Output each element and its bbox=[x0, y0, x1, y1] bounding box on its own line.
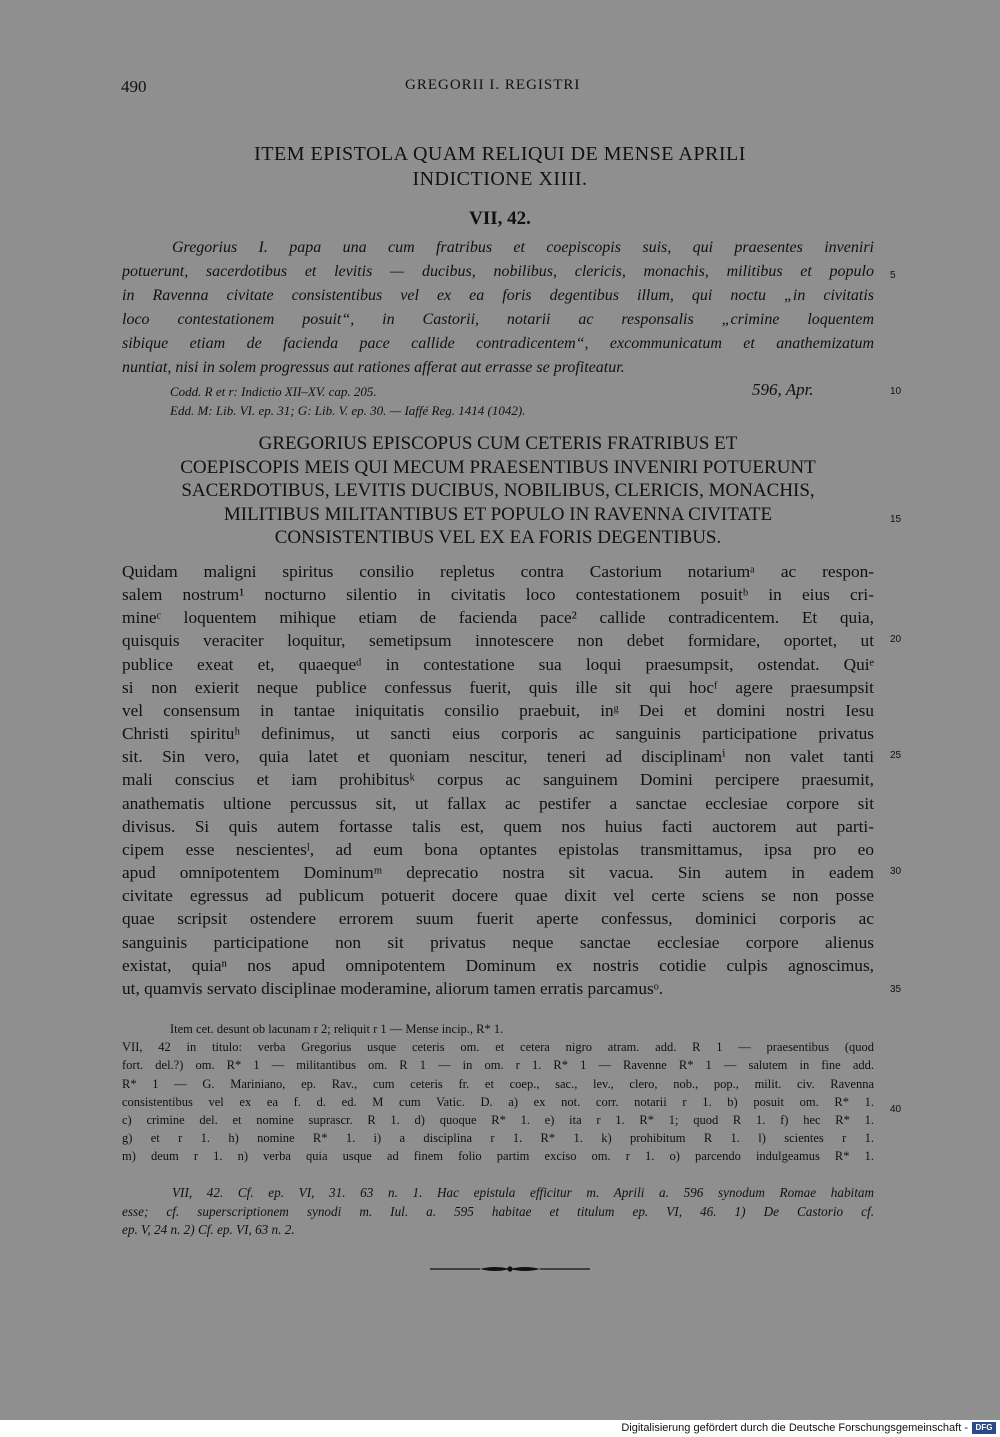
codices-editions bbox=[122, 382, 874, 420]
section-title-line: INDICTIONE XIIII. bbox=[412, 168, 588, 190]
line-number: 10 bbox=[890, 386, 902, 397]
letter-reference: VII, 42. bbox=[469, 208, 531, 229]
body-line: Christi spirituʰ definimus, ut sancti eius corporis ac sanguinis participatione privatus bbox=[122, 724, 874, 744]
summary-line: Gregorius I. papa una cum fratribus et coepiscopis suis, qui praesentes inveniri bbox=[172, 239, 874, 256]
summary-line: in Ravenna civitate consistentibus vel ex ea foris degentibus illum, qui noctu „in civitatis bbox=[122, 287, 874, 304]
digitization-footer bbox=[0, 1420, 1000, 1437]
codices-line: Codd. R et r: Indictio XII–XV. cap. 205. bbox=[170, 384, 377, 399]
body-line: ut, quamvis servato disciplinae moderamine, aliorum tamen erratis parcamusᵒ. bbox=[122, 978, 664, 998]
page-number: 490 bbox=[121, 77, 147, 96]
body-line: civitate egressus ad publicum potuerit docere quae dixit vel certe sciens se non posse bbox=[122, 886, 874, 906]
body-line: publice exeat et, quaequeᵈ in contestatione sua loqui praesumpsit, ostendat. Quiᵉ bbox=[122, 654, 874, 674]
body-line: vel consensum in tantae iniquitatis consilio praebuit, inᵍ Dei et domini nostri Iesu bbox=[122, 700, 874, 720]
line-number: 35 bbox=[890, 984, 902, 995]
body-line: salem nostrum¹ nocturno silentio in civitatis loco contestationem posuitᵇ in eius cri- bbox=[122, 585, 874, 605]
body-line: si non exierit neque publice confessus fuerit, quis ille sit qui hocᶠ agere praesumpsit bbox=[122, 677, 874, 697]
line-number: 15 bbox=[890, 514, 902, 525]
apparatus-line: m) deum r 1. n) verba quia usque ad finem folio partim exciso om. r 1. o) parcendo indulgeamus R* 1. bbox=[122, 1149, 874, 1164]
line-number: 20 bbox=[890, 634, 902, 645]
body-line: sanguinis participatione non sit privatus neque sanctae ecclesiae corpore alienus bbox=[122, 932, 874, 952]
body-line: anathematis ultione percussus sit, ut fallax ac pestifer a sanctae ecclesiae corpore sit bbox=[122, 793, 874, 813]
summary-line: sibique etiam de facienda pace callide contradicentem“, excommunicatum et anathemizatum bbox=[122, 335, 874, 352]
ornamental-rule bbox=[430, 1264, 590, 1274]
section-title-line: ITEM EPISTOLA QUAM RELIQUI DE MENSE APRILI bbox=[254, 143, 746, 165]
line-number: 40 bbox=[890, 1104, 902, 1115]
dfg-logo: DFG bbox=[972, 1422, 996, 1434]
body-line: cipem esse nescientesˡ, ad eum bona optantes epistolas transmittamus, ipsa pro eo bbox=[122, 839, 874, 859]
body-line: existat, quiaⁿ nos apud omnipotentem Dominum ex nostris cotidie culpis agnoscimus, bbox=[122, 955, 874, 975]
summary-line: loco contestationem posuit“, in Castorii, notarii ac responsalis „crimine loquentem bbox=[122, 311, 874, 328]
commentary-line: esse; cf. superscriptionem synodi m. Iul. a. 595 habitae et titulum ep. VI, 46. 1) De Castorio cf. bbox=[122, 1203, 874, 1219]
apparatus-line: fort. del.?) om. R* 1 — militantibus om. R 1 — in om. r 1. R* 1 — Ravenne R* 1 — salutem in fine add. bbox=[122, 1058, 874, 1073]
letter-summary bbox=[122, 236, 874, 380]
apparatus-line: c) crimine del. et nomine suprascr. R 1. d) quoque R* 1. e) ita r 1. R* 1; quod R 1. f) hec R* 1. bbox=[122, 1113, 874, 1128]
body-line: sit. Sin vero, quia latet et quoniam nescitur, teneri ad disciplinamⁱ non valet tanti bbox=[122, 747, 874, 767]
body-line: divisus. Si quis autem fortasse talis est, quem nos huius facti auctorem aut parti- bbox=[122, 816, 874, 836]
address-line: SACERDOTIBUS, LEVITIS DUCIBUS, NOBILIBUS, CLERICIS, MONACHIS, bbox=[181, 480, 815, 501]
letter-address bbox=[122, 432, 874, 550]
summary-line: potuerunt, sacerdotibus et levitis — ducibus, nobilibus, clericis, monachis, militibus et populo bbox=[122, 263, 874, 280]
address-line: COEPISCOPIS MEIS QUI MECUM PRAESENTIBUS INVENIRI POTUERUNT bbox=[180, 456, 816, 478]
letter-body bbox=[122, 560, 874, 1000]
body-line: Quidam maligni spiritus consilio repletus contra Castorium notariumᵃ ac respon- bbox=[122, 562, 874, 581]
commentary-notes bbox=[122, 1184, 874, 1240]
critical-apparatus bbox=[122, 1020, 874, 1166]
apparatus-line: consistentibus vel ex ea f. d. ed. M cum Vatic. D. a) ex not. corr. notarii r 1. b) posuit om. R* 1. bbox=[122, 1094, 874, 1109]
summary-line: nuntiat, nisi in solem progressus aut rationes afferat aut errasse se profiteatur. bbox=[122, 359, 625, 376]
apparatus-line: Item cet. desunt ob lacunam r 2; reliquit r 1 — Mense incip., R* 1. bbox=[170, 1022, 504, 1036]
commentary-line: VII, 42. Cf. ep. VI, 31. 63 n. 1. Hac epistula efficitur m. Aprili a. 596 synodum Romae habitam bbox=[172, 1185, 874, 1200]
letter-date: 596, Apr. bbox=[752, 380, 814, 399]
line-number: 25 bbox=[890, 750, 902, 761]
commentary-line: ep. V, 24 n. 2) Cf. ep. VI, 63 n. 2. bbox=[122, 1222, 295, 1237]
body-line: apud omnipotentem Dominumᵐ deprecatio nostra sit vacua. Sin autem in eadem bbox=[122, 863, 874, 883]
address-line: GREGORIUS EPISCOPUS CUM CETERIS FRATRIBUS ET bbox=[258, 433, 738, 454]
body-line: mineᶜ loquentem mihique etiam de facienda pace² callide contradicentem. Et quia, bbox=[122, 608, 874, 628]
apparatus-line: g) et r 1. h) nomine R* 1. i) a disciplina r 1. R* 1. k) prohibitum R 1. l) scientes r 1. bbox=[122, 1131, 874, 1146]
line-number: 30 bbox=[890, 866, 902, 877]
line-number: 5 bbox=[890, 270, 896, 281]
body-line: mali conscius et iam prohibitusᵏ corpus ac sanguinem Domini percipere praesumit, bbox=[122, 770, 874, 790]
body-line: quae scripsit ostendere errorem suum fuerit aperte confessus, dominici corporis ac bbox=[122, 909, 874, 929]
apparatus-line: R* 1 — G. Mariniano, ep. Rav., cum ceteris fr. et coep., sac., lev., clero, nob., pop., milit. civ. Ravenna bbox=[122, 1076, 874, 1091]
body-line: quisquis veraciter loquitur, semetipsum innotescere non debet formidare, oportet, ut bbox=[122, 631, 874, 651]
address-line: MILITIBUS MILITANTIBUS ET POPULO IN RAVENNA CIVITATE bbox=[223, 503, 773, 525]
editions-line: Edd. M: Lib. VI. ep. 31; G: Lib. V. ep. 30. — Iaffé Reg. 1414 (1042). bbox=[170, 403, 526, 418]
running-title: GREGORII I. REGISTRI bbox=[405, 77, 581, 93]
apparatus-line: VII, 42 in titulo: verba Gregorius usque ceteris om. et cetera nigro atram. add. R 1 — praesentibus (quod bbox=[122, 1040, 874, 1055]
section-title bbox=[120, 142, 880, 192]
footer-text: Digitalisierung gefördert durch die Deutsche Forschungsgemeinschaft - bbox=[621, 1422, 968, 1434]
address-line: CONSISTENTIBUS VEL EX EA FORIS DEGENTIBUS. bbox=[274, 527, 722, 548]
